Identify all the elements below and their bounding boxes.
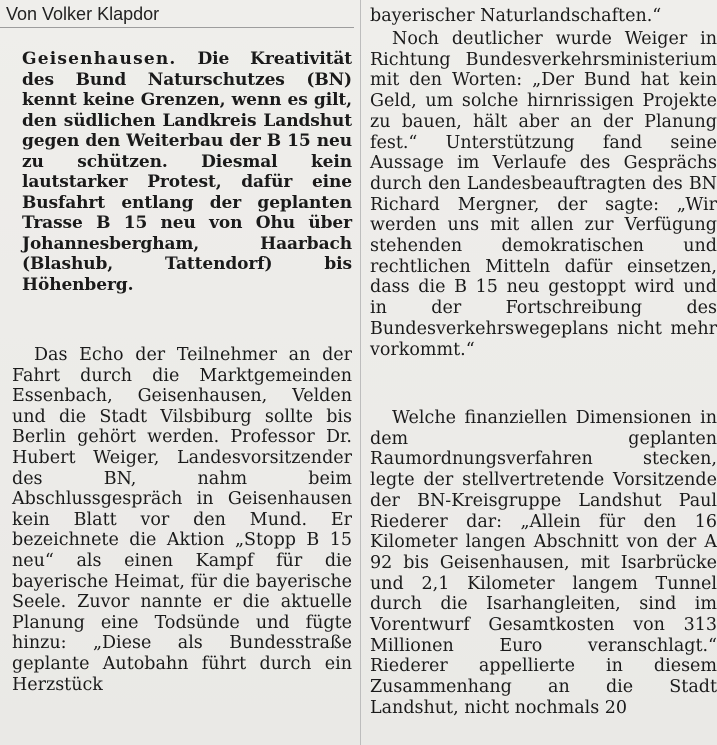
body-paragraph-right-weiger: Noch deutlicher wurde Weiger in Richtung Bundesverkehrsministerium mit den Worten: „Der Bund hat kein Geld, um solche hirnrissigen Projekte zu bauen, hält aber an der Planung fest.“ Unterstützung fand seine Aussage im Verlaufe des Gesprächs durch den Landesbeauftragten des BN Richard Mergner, der sagte: „Wir werden uns mit allen zur Verfügung stehenden demokratischen und rechtlichen Mitteln dafür einsetzen, dass die B 15 neu gestoppt wird und in der Fortschreibung des Bundesverkehrswegeplans nicht mehr vorkommt.“ xyxy=(370,29,717,360)
author-byline: Von Volker Klapdor xyxy=(0,0,354,28)
lead-text: Die Kreativität des Bund Naturschutzes (BN) kennt keine Grenzen, wenn es gilt, den südlichen Landkreis Landshut gegen den Weiterbau der B 15 neu zu schützen. Diesmal kein lautstarker Protest, dafür eine Busfahrt entlang der geplanten Trasse B 15 neu von Ohu über Johannesbergham, Haarbach (Blashub, Tattendorf) bis Höhenberg. xyxy=(22,49,352,295)
lead-paragraph xyxy=(22,49,352,295)
body-paragraph-right-continuation: bayerischer Naturlandschaften.“ xyxy=(370,6,662,26)
body-paragraph-right-riederer: Welche finanziellen Dimensionen in dem geplanten Raumordnungsverfahren stecken, legte der stellvertretende Vorsitzende der BN-Kreisgruppe Landshut Paul Riederer dar: „Allein für den 16 Kilometer langen Abschnitt von der A 92 bis Geisenhausen, mit Isarbrücke und 2,1 Kilometer langem Tunnel durch die Isarhangleiten, sind im Vorentwurf Gesamtkosten von 313 Millionen Euro veranschlagt.“ Riederer appellierte in diesem Zusammenhang an die Stadt Landshut, nicht nochmals 20 xyxy=(370,408,717,718)
lead-place: Geisenhausen. xyxy=(22,49,177,69)
body-paragraph-left: Das Echo der Teilnehmer an der Fahrt durch die Marktgemeinden Essenbach, Geisenhausen, Velden und die Stadt Vilsbiburg sollte bis Berlin gehört werden. Professor Dr. Hubert Weiger, Landesvorsitzender des BN, nahm beim Abschlussgespräch in Geisenhausen kein Blatt vor den Mund. Er bezeichnete die Aktion „Stopp B 15 neu“ als einen Kampf für die bayerische Heimat, für die bayerische Seele. Zuvor nannte er die aktuelle Planung eine Todsünde und fügte hinzu: „Diese als Bundesstraße geplante Autobahn führt durch ein Herzstück xyxy=(12,345,352,695)
right-column xyxy=(362,0,717,745)
